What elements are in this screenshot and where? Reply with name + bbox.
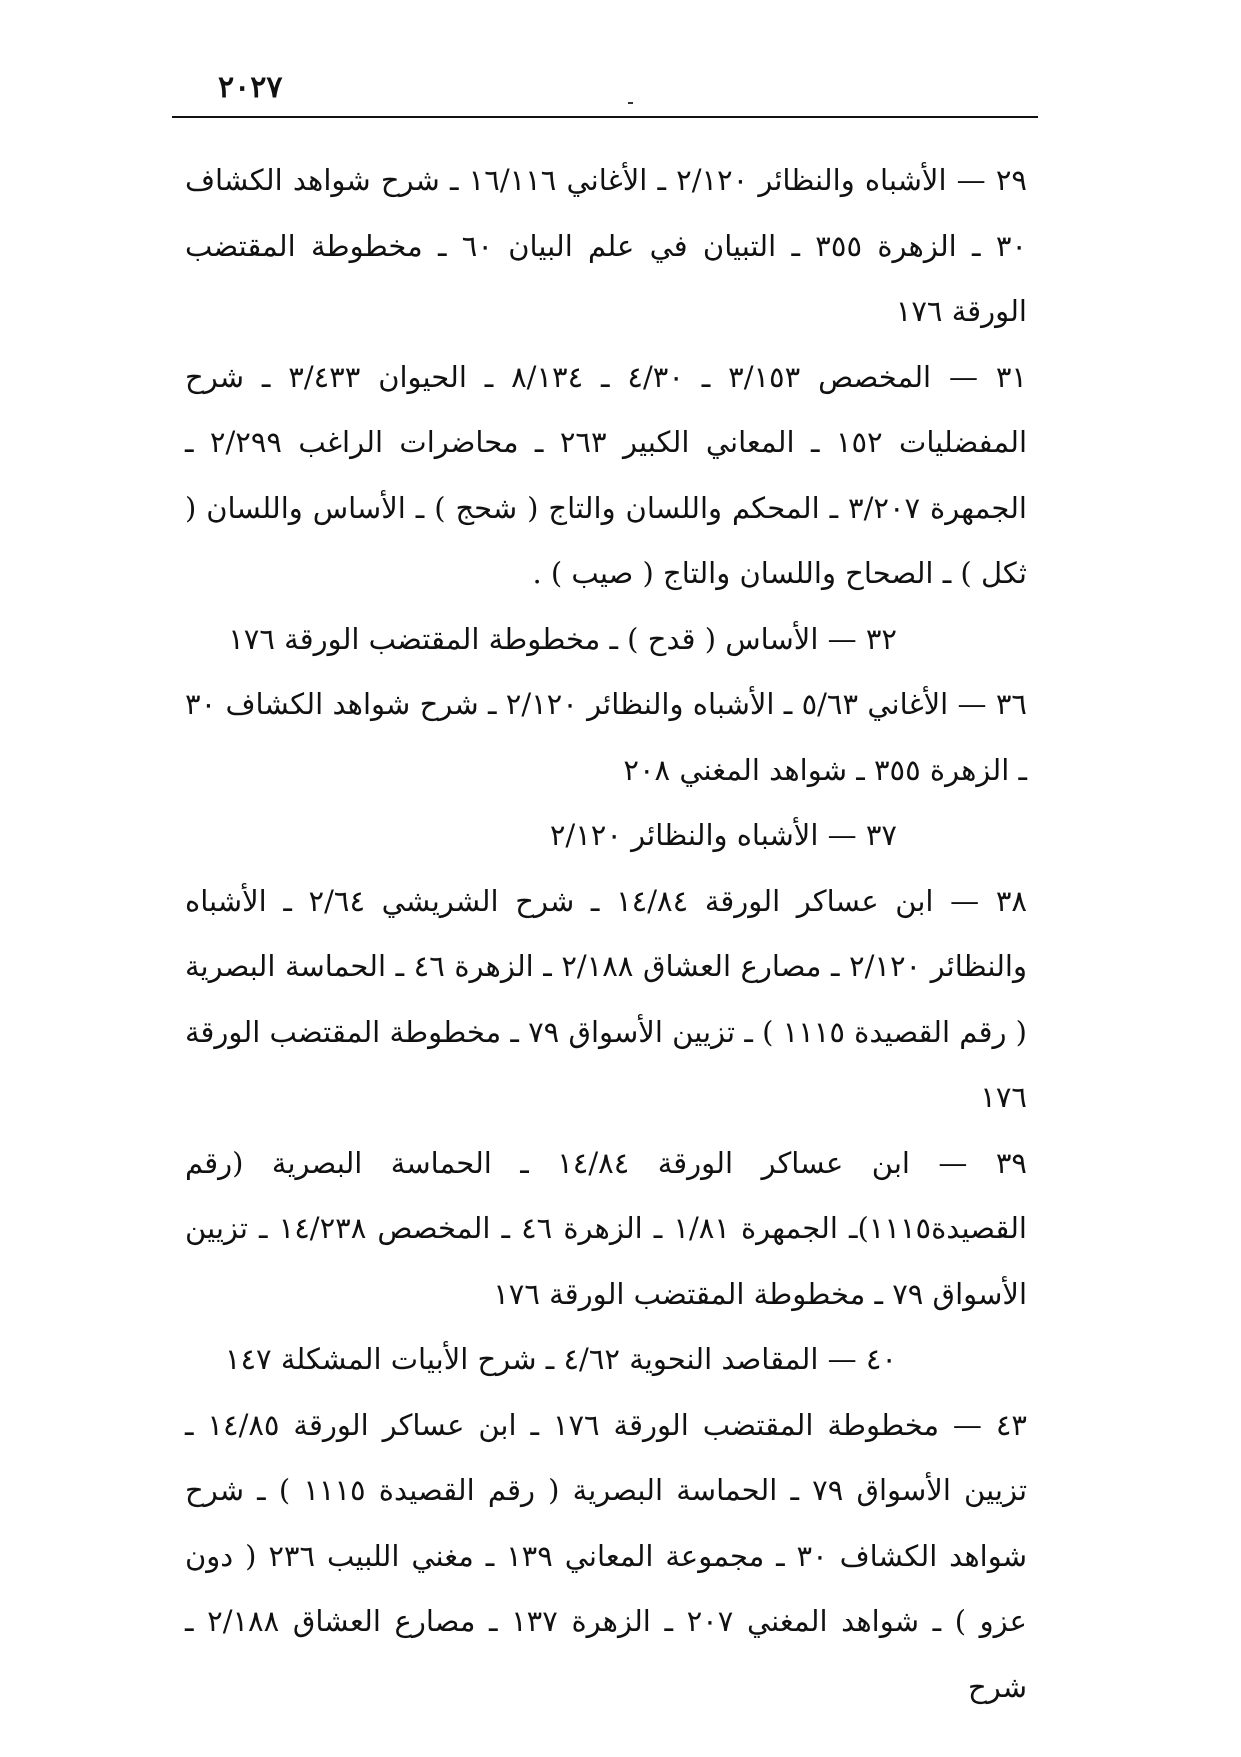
reference-entry-39: ٣٩ — ابن عساكر الورقة ١٤/٨٤ ـ الحماسة البصرية (رقم القصيدة١١١٥)ـ الجمهرة ١/٨١ ـ الزهرة ٤٦ ـ المخصص ١٤/٢٣٨ ـ تزيين الأسواق ٧٩ ـ مخطوطة المقتضب الورقة ١٧٦: [185, 1145, 1027, 1311]
reference-entry-29: ٢٩ — الأشباه والنظائر ٢/١٢٠ ـ الأغاني ١٦/١١٦ ـ شرح شواهد الكشاف ٣٠ ـ الزهرة ٣٥٥ ـ التبيان في علم البيان ٦٠ ـ مخطوطة المقتضب الورقة ١٧٦: [185, 163, 1027, 328]
reference-entry-36: ٣٦ — الأغاني ٥/٦٣ ـ الأشباه والنظائر ٢/١٢٠ ـ شرح شواهد الكشاف ٣٠ ـ الزهرة ٣٥٥ ـ شواهد المغني ٢٠٨: [185, 687, 1027, 787]
reference-entry-37: ٣٧ — الأشباه والنظائر ٢/١٢٠: [549, 818, 897, 852]
references-body: [185, 148, 1027, 1720]
header-rule: [172, 116, 1038, 118]
header-mark: [628, 102, 633, 104]
reference-entry-32: ٣٢ — الأساس ( قدح ) ـ مخطوطة المقتضب الورقة ١٧٦: [228, 621, 897, 656]
reference-entry-38: ٣٨ — ابن عساكر الورقة ١٤/٨٤ ـ شرح الشريشي ٢/٦٤ ـ الأشباه والنظائر ٢/١٢٠ ـ مصارع العشاق ٢/١٨٨ ـ الزهرة ٤٦ ـ الحماسة البصرية ( رقم القصيدة ١١١٥ ) ـ تزيين الأسواق ٧٩ ـ مخطوطة المقتضب الورقة ١٧٦: [185, 883, 1027, 1114]
reference-entry-31: ٣١ — المخصص ٣/١٥٣ ـ ٤/٣٠ ـ ٨/١٣٤ ـ الحيوان ٣/٤٣٣ ـ شرح المفضليات ١٥٢ ـ المعاني الكبير ٢٦٣ ـ محاضرات الراغب ٢/٢٩٩ ـ الجمهرة ٣/٢٠٧ ـ المحكم واللسان والتاج ( شحج ) ـ الأساس واللسان ( ثكل ) ـ الصحاح واللسان والتاج ( صيب ) .: [185, 359, 1028, 590]
reference-entry-43: ٤٣ — مخطوطة المقتضب الورقة ١٧٦ ـ ابن عساكر الورقة ١٤/٨٥ ـ تزيين الأسواق ٧٩ ـ الحماسة البصرية ( رقم القصيدة ١١١٥ ) ـ شرح شواهد الكشاف ٣٠ ـ مجموعة المعاني ١٣٩ ـ مغني اللبيب ٢٣٦ ( دون عزو ) ـ شواهد المغني ٢٠٧ ـ الزهرة ١٣٧ ـ مصارع العشاق ٢/١٨٨ ـ شرح: [185, 1407, 1028, 1704]
reference-entry-40: ٤٠ — المقاصد النحوية ٤/٦٢ ـ شرح الأبيات المشكلة ١٤٧: [224, 1342, 897, 1376]
page-number: ٢٠٢٧: [218, 70, 283, 105]
